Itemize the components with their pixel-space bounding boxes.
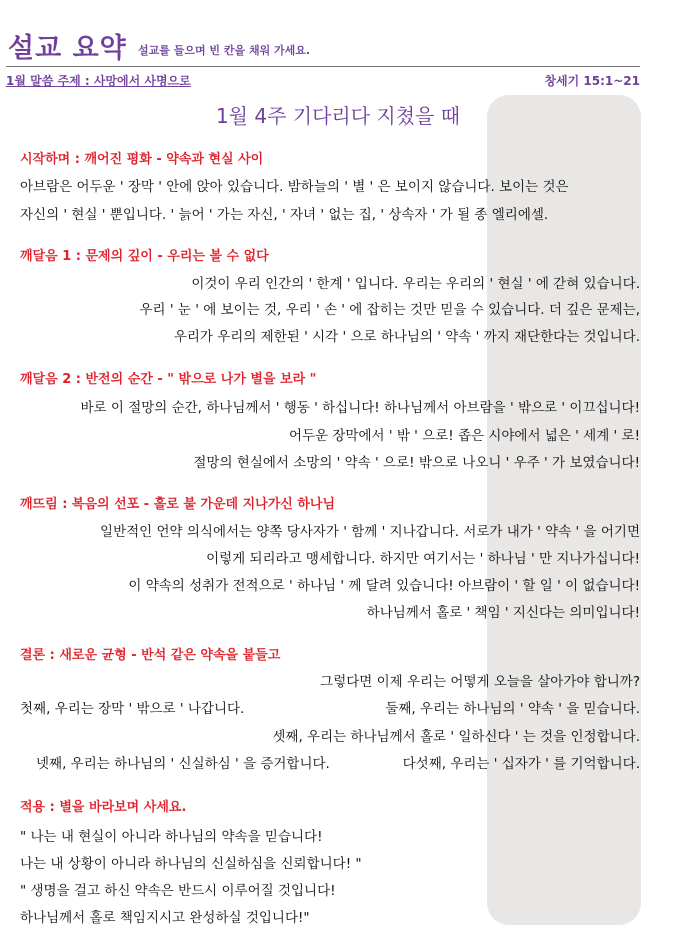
- title-divider: [6, 66, 640, 67]
- section-heading: 적용 : 별을 바라보며 사세요.: [20, 800, 187, 815]
- page-title: 설교 요약: [8, 33, 127, 64]
- body-line: 첫째, 우리는 장막 ' 밖으로 ' 나갑니다.: [20, 701, 245, 717]
- body-line: 둘째, 우리는 하나님의 ' 약속 ' 을 믿습니다.: [385, 701, 640, 717]
- body-line: 바로 이 절망의 순간, 하나님께서 ' 행동 ' 하십니다! 하나님께서 아브람을 ' 밖으로 ' 이끄십니다!: [80, 400, 640, 416]
- body-line: 어두운 장막에서 ' 밖 ' 으로! 좁은 시야에서 넓은 ' 세계 ' 로!: [288, 428, 640, 444]
- body-line: " 나는 내 현실이 아니라 하나님의 약속을 믿습니다!: [20, 829, 323, 845]
- section-heading: 깨뜨림 : 복음의 선포 - 홀로 불 가운데 지나가신 하나님: [20, 497, 336, 512]
- body-line: 넷째, 우리는 하나님의 ' 신실하심 ' 을 증거합니다.: [36, 756, 330, 772]
- section-heading: 깨달음 2 : 반전의 순간 - " 밖으로 나가 별을 보라 ": [20, 372, 317, 387]
- body-line: 이렇게 되리라고 맹세합니다. 하지만 여기서는 ' 하나님 ' 만 지나가십니다!: [206, 551, 640, 567]
- instruction-text: 설교를 들으며 빈 칸을 채워 가세요.: [138, 44, 311, 57]
- section-heading: 시작하며 : 깨어진 평화 - 약속과 현실 사이: [20, 152, 264, 167]
- body-line: 아브람은 어두운 ' 장막 ' 안에 앉아 있습니다. 밤하늘의 ' 별 ' 은 보이지 않습니다. 보이는 것은: [20, 179, 569, 195]
- body-line: 일반적인 언약 의식에서는 양쪽 당사자가 ' 함께 ' 지나갑니다. 서로가 내가 ' 약속 ' 을 어기면: [100, 524, 640, 540]
- body-line: 절망의 현실에서 소망의 ' 약속 ' 으로! 밖으로 나오니 ' 우주 ' 가 보였습니다!: [193, 455, 640, 471]
- week-title: 1월 4주 기다리다 지쳤을 때: [215, 104, 461, 128]
- body-line: 이 약속의 성취가 전적으로 ' 하나님 ' 께 달려 있습니다! 아브람이 ' 할 일 ' 이 없습니다!: [128, 578, 640, 594]
- monthly-theme: 1월 말씀 주제 : 사망에서 사명으로: [6, 74, 191, 88]
- body-line: 나는 내 상황이 아니라 하나님의 신실하심을 신뢰합니다! ": [20, 856, 362, 872]
- body-line: " 생명을 걸고 하신 약속은 반드시 이루어질 것입니다!: [20, 883, 336, 899]
- scripture-reference: 창세기 15:1~21: [544, 74, 640, 88]
- body-line: 하나님께서 홀로 책임지시고 완성하실 것입니다!": [20, 910, 310, 926]
- body-line: 셋째, 우리는 하나님께서 홀로 ' 일하신다 ' 는 것을 인정합니다.: [272, 729, 640, 745]
- body-line: 우리가 우리의 제한된 ' 시각 ' 으로 하나님의 ' 약속 ' 까지 재단한다는 것입니다.: [173, 329, 640, 345]
- body-line: 다섯째, 우리는 ' 십자가 ' 를 기억합니다.: [402, 756, 640, 772]
- body-line: 그렇다면 이제 우리는 어떻게 오늘을 살아가야 합니까?: [320, 674, 640, 690]
- section-heading: 깨달음 1 : 문제의 깊이 - 우리는 볼 수 없다: [20, 249, 269, 264]
- body-line: 우리 ' 눈 ' 에 보이는 것, 우리 ' 손 ' 에 잡히는 것만 믿을 수 있습니다. 더 깊은 문제는,: [139, 302, 640, 318]
- body-line: 하나님께서 홀로 ' 책임 ' 지신다는 의미입니다!: [366, 605, 640, 621]
- section-heading: 결론 : 새로운 균형 - 반석 같은 약속을 붙들고: [20, 648, 281, 663]
- body-line: 이것이 우리 인간의 ' 한계 ' 입니다. 우리는 우리의 ' 현실 ' 에 갇혀 있습니다.: [191, 276, 640, 292]
- body-line: 자신의 ' 현실 ' 뿐입니다. ' 늙어 ' 가는 자신, ' 자녀 ' 없는 집, ' 상속자 ' 가 될 종 엘리에셀.: [20, 207, 549, 223]
